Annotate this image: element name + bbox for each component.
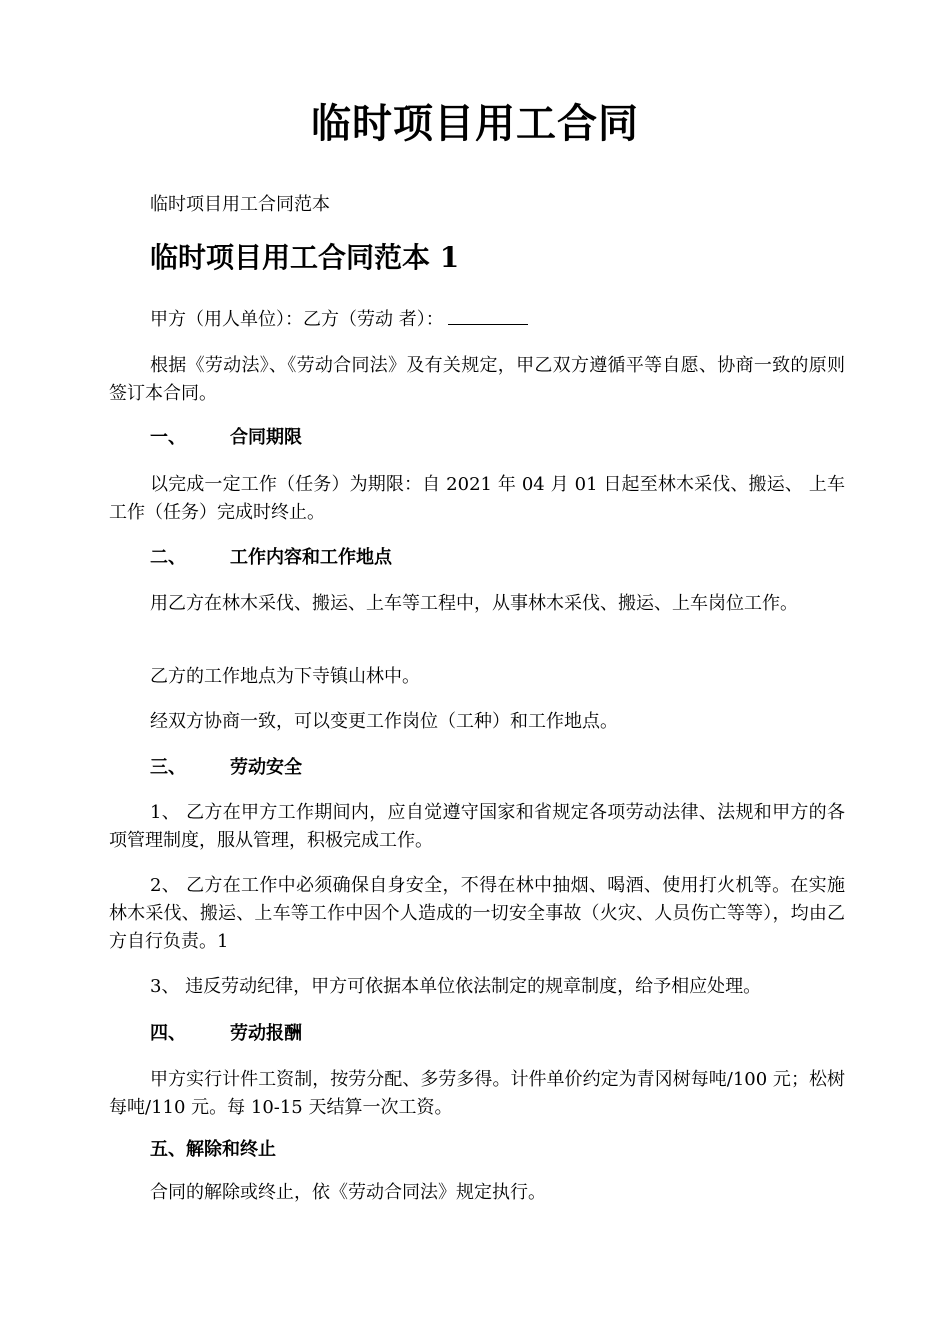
section-2-number: 二、 xyxy=(150,547,186,568)
section-2-title: 工作内容和工作地点 xyxy=(230,547,392,568)
section-4-heading xyxy=(150,1021,302,1047)
section-3-number: 三、 xyxy=(150,757,186,778)
section-5-title: 解除和终止 xyxy=(186,1139,276,1160)
section-3-title: 劳动安全 xyxy=(230,757,302,778)
term-paragraph: 以完成一定工作（任务）为期限：自 2021 年 04 月 01 日起至林木采伐、搬运、 上车工作（任务）完成时终止。 xyxy=(109,474,845,523)
section-5-heading xyxy=(150,1137,276,1163)
safety-paragraph-3: 3、 违反劳动纪律，甲方可依据本单位依法制定的规章制度，给予相应处理。 xyxy=(150,976,762,997)
work-paragraph-1: 用乙方在林木采伐、搬运、上车等工程中，从事林木采伐、搬运、上车岗位工作。 xyxy=(150,593,798,614)
section-2-heading xyxy=(150,545,392,571)
work-paragraph-3: 经双方协商一致，可以变更工作岗位（工种）和工作地点。 xyxy=(150,711,618,732)
section-3-heading xyxy=(150,755,302,781)
section-4-number: 四、 xyxy=(150,1023,186,1044)
parties-line xyxy=(109,306,845,334)
intro-paragraph: 根据《劳动法》、《劳动合同法》及有关规定，甲乙双方遵循平等自愿、协商一致的原则签订本合同。 xyxy=(109,355,845,404)
document-title: 临时项目用工合同 xyxy=(311,101,639,147)
work-paragraph-2: 乙方的工作地点为下寺镇山林中。 xyxy=(150,666,420,687)
signature-blank xyxy=(448,306,528,325)
safety-paragraph-1: 1、 乙方在甲方工作期间内，应自觉遵守国家和省规定各项劳动法律、法规和甲方的各项管理制度，服从管理，积极完成工作。 xyxy=(109,802,845,851)
parties-text: 甲方（用人单位）：乙方（劳动 者）： xyxy=(150,309,444,330)
section-heading: 临时项目用工合同范本 1 xyxy=(150,241,460,274)
document-subtitle: 临时项目用工合同范本 xyxy=(150,194,330,215)
section-5-number: 五、 xyxy=(150,1139,186,1160)
safety-paragraph-2: 2、 乙方在工作中必须确保自身安全，不得在林中抽烟、喝酒、使用打火机等。在实施林木采伐、搬运、上车等工作中因个人造成的一切安全事故（火灾、人员伤亡等等），均由乙方自行负责。1 xyxy=(109,875,845,952)
pay-paragraph: 甲方实行计件工资制，按劳分配、多劳多得。计件单价约定为青冈树每吨/100 元；松树每吨/110 元。每 10-15 天结算一次工资。 xyxy=(109,1069,845,1118)
termination-paragraph: 合同的解除或终止，依《劳动合同法》规定执行。 xyxy=(150,1182,546,1203)
section-1-heading xyxy=(150,425,302,451)
section-1-number: 一、 xyxy=(150,427,186,448)
section-1-title: 合同期限 xyxy=(230,427,302,448)
section-4-title: 劳动报酬 xyxy=(230,1023,302,1044)
